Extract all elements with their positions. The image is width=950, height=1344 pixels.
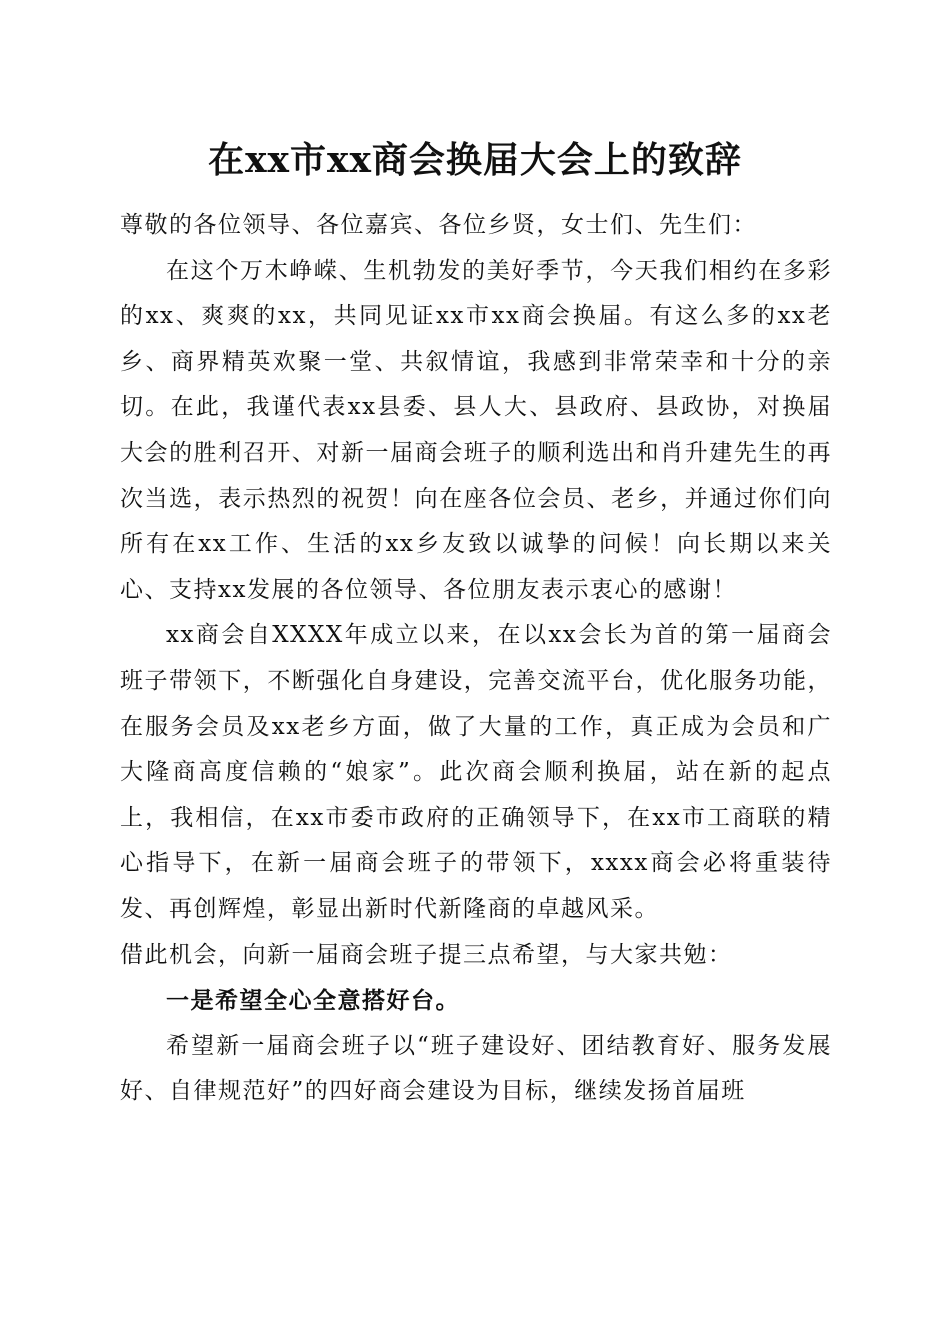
point-heading: 一是希望全心全意搭好台。 [166, 987, 460, 1015]
point-paragraph: 希望新一届商会班子以“班子建设好、团结教育好、服务发展好、自律规范好”的四好商会建设为目标，继续发扬首届班 [120, 1032, 832, 1105]
document-body [120, 203, 832, 1115]
paragraph-transition: 借此机会，向新一届商会班子提三点希望，与大家共勉： [120, 941, 733, 968]
paragraph-chamber-history: xx商会自XXXX年成立以来，在以xx会长为首的第一届商会班子带领下，不断强化自身建设，完善交流平台，优化服务功能，在服务会员及xx老乡方面，做了大量的工作，真正成为会员和广大隆商高度信赖的“娘家”。此次商会顺利换届，站在新的起点上，我相信，在xx市委市政府的正确领导下，在xx市工商联的精心指导下，在新一届商会班子的带领下，xxxx商会必将重装待发、再创辉煌，彰显出新时代新隆商的卓越风采。 [120, 622, 832, 922]
document-title: 在xx市xx商会换届大会上的致辞 [208, 139, 742, 181]
salutation: 尊敬的各位领导、各位嘉宾、各位乡贤，女士们、先生们： [120, 212, 757, 238]
paragraph-opening: 在这个万木峥嵘、生机勃发的美好季节，今天我们相约在多彩的xx、爽爽的xx，共同见证xx市xx商会换届。有这么多的xx老乡、商界精英欢聚一堂、共叙情谊，我感到非常荣幸和十分的亲切。在此，我谨代表xx县委、县人大、县政府、县政协，对换届大会的胜利召开、对新一届商会班子的顺利选出和肖升建先生的再次当选，表示热烈的祝贺！向在座各位会员、老乡，并通过你们向所有在xx工作、生活的xx乡友致以诚挚的问候！向长期以来关心、支持xx发展的各位领导、各位朋友表示衷心的感谢！ [120, 257, 832, 603]
